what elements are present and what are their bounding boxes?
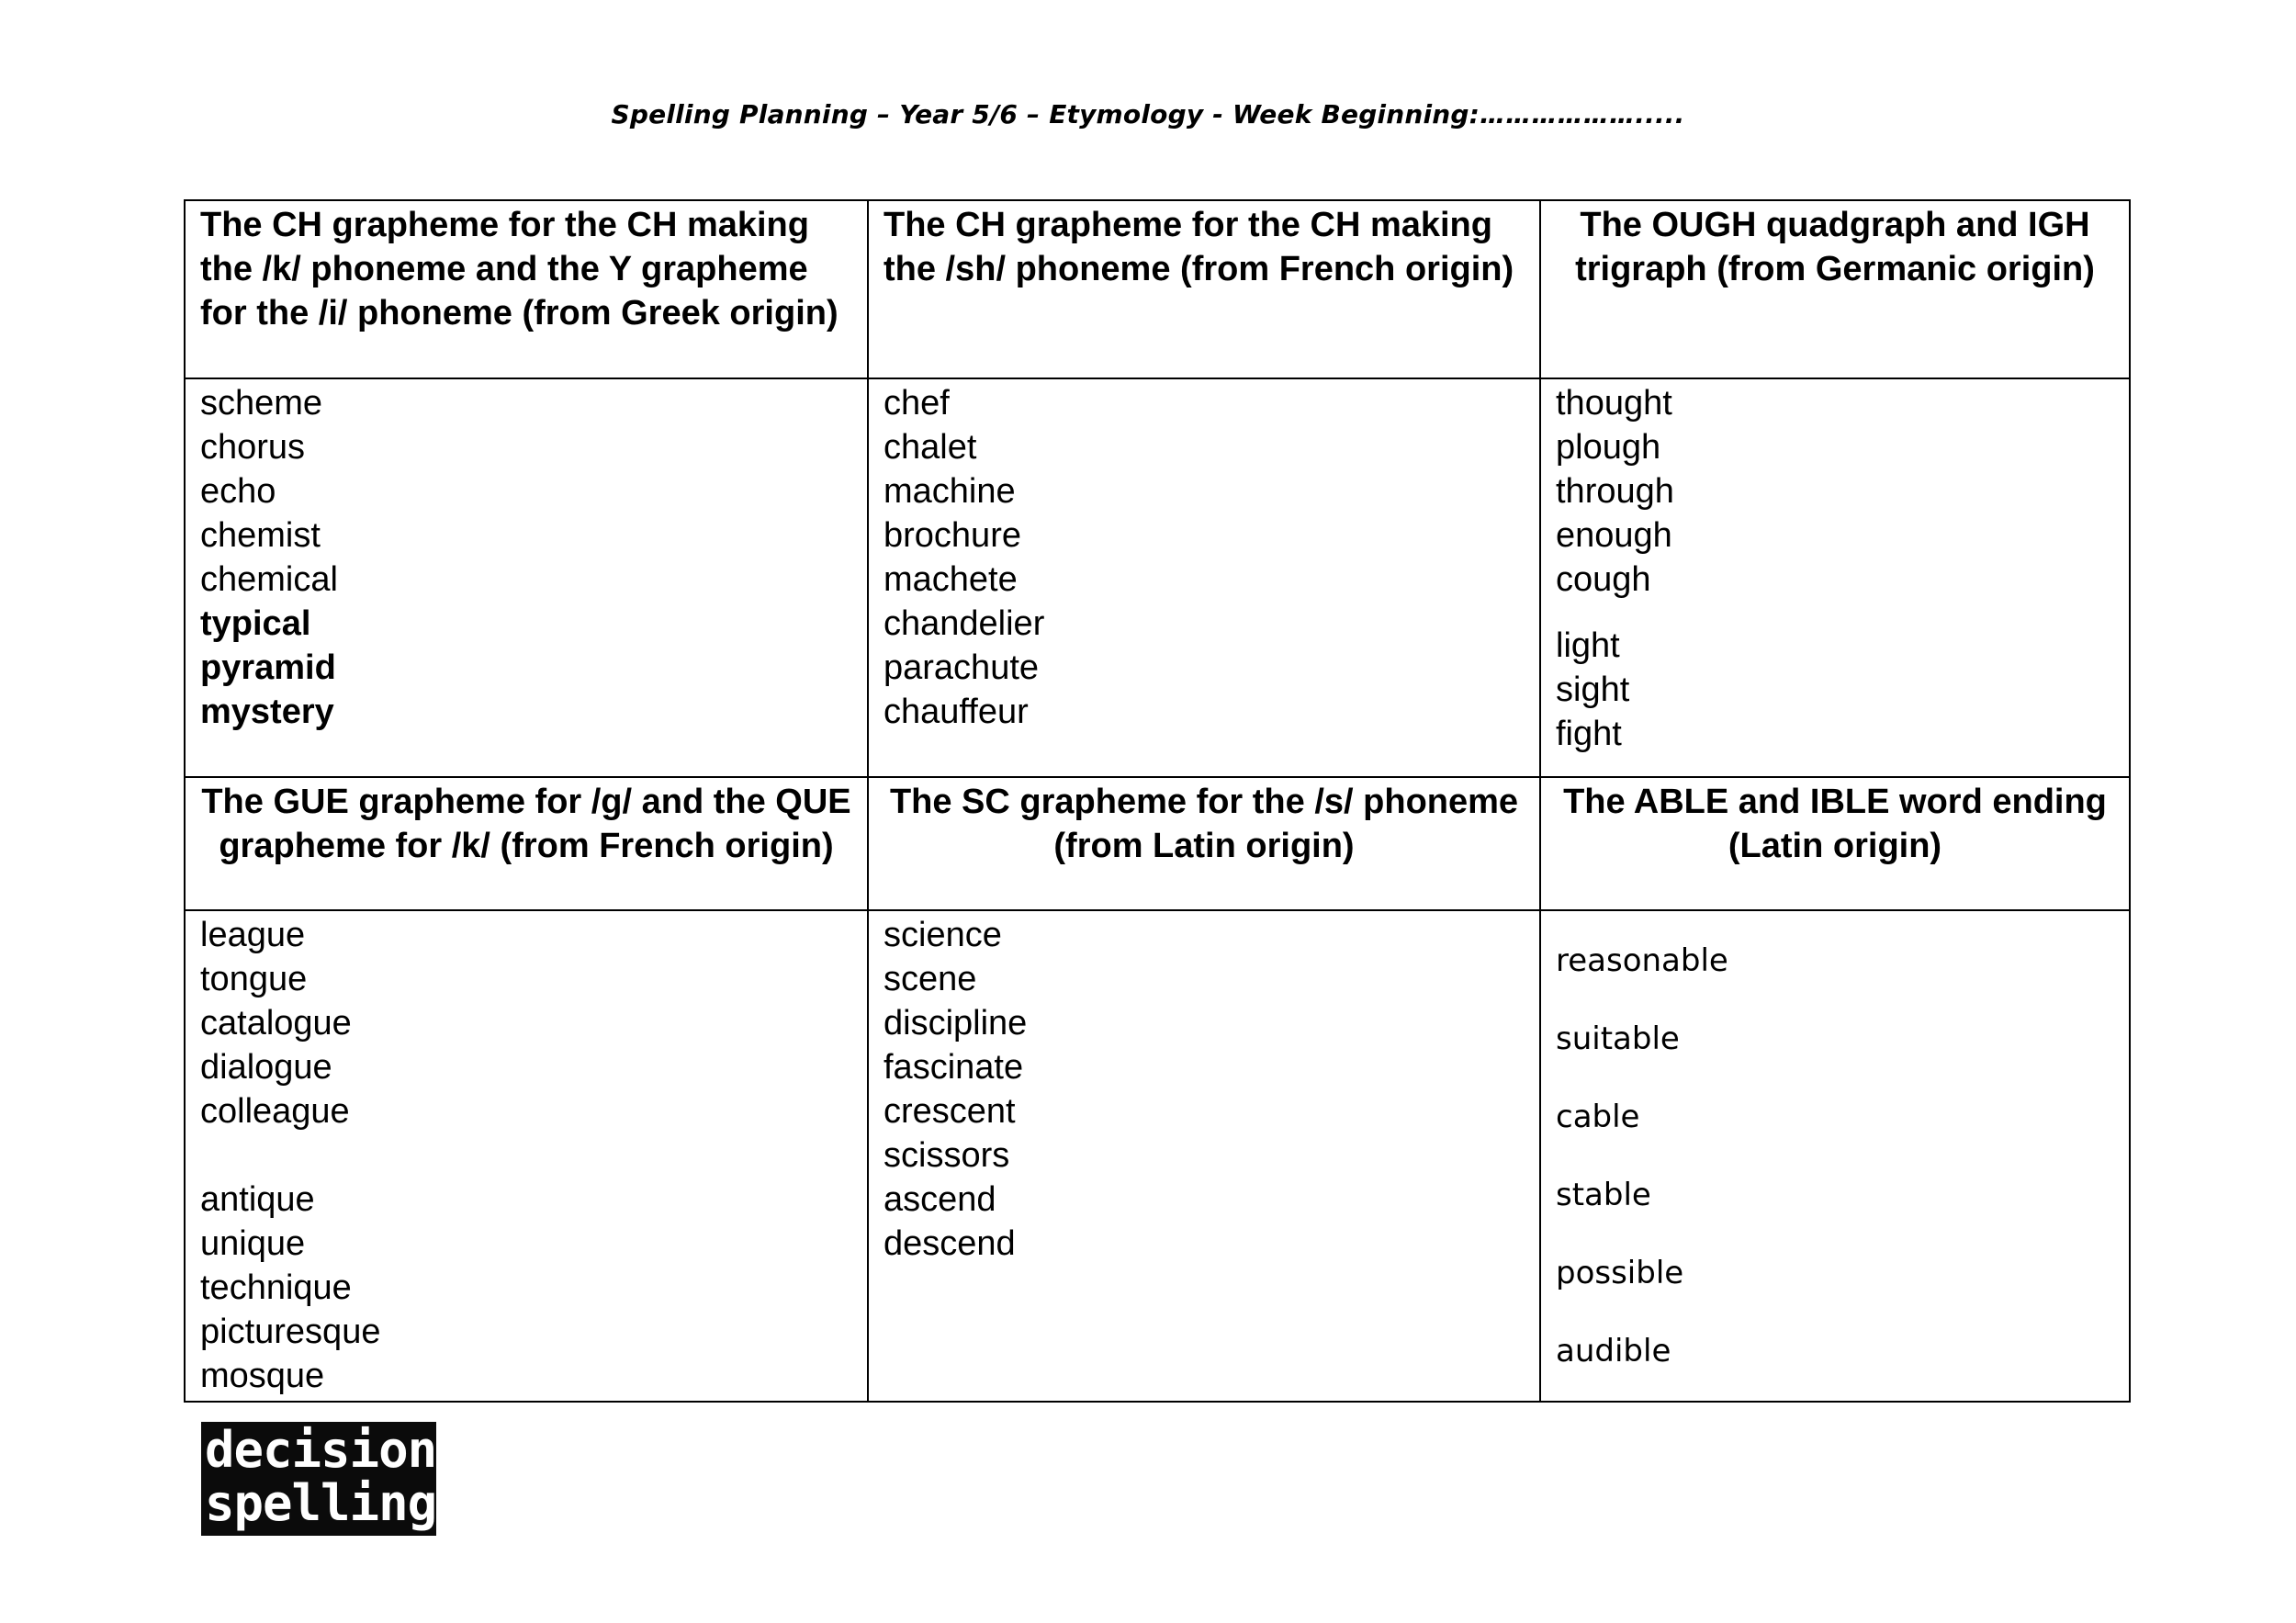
list-item: catalogue [200,1004,352,1043]
list-item: thought [1556,384,1672,423]
list-item: ascend [884,1180,996,1219]
list-item: chorus [200,428,306,467]
list-item: fight [1556,715,1622,753]
heading-ough-igh-germanic: The OUGH quadgraph and IGH trigraph (from Germanic origin) [1541,201,2131,379]
list-item: plough [1556,428,1661,467]
word-list-french-ch [869,379,1541,778]
list-item: chandelier [884,604,1045,643]
word-list-gue-que [186,911,869,1403]
list-item-bold: typical [200,604,311,643]
list-item: science [884,916,1002,954]
list-item: tongue [200,960,308,998]
list-item: chemical [200,560,338,599]
list-item: sight [1556,671,1630,709]
list-gap [1556,602,2114,624]
list-item: technique [200,1268,352,1307]
list-item: dialogue [200,1048,332,1087]
list-item: picturesque [200,1313,381,1351]
list-item: possible [1556,1255,1684,1291]
list-item: scissors [884,1136,1010,1175]
word-list-able-ible [1541,911,2131,1403]
list-item: fascinate [884,1048,1024,1087]
list-item: league [200,916,306,954]
list-item: suitable [1556,1020,1680,1057]
list-item: echo [200,472,276,511]
list-item: audible [1556,1333,1671,1369]
list-gap [200,1133,852,1178]
decision-spelling-logo [201,1422,436,1536]
list-item: scene [884,960,977,998]
list-item-bold: pyramid [200,648,336,687]
list-item: chauffeur [884,693,1029,731]
list-item: scheme [200,384,323,423]
list-item: discipline [884,1004,1028,1043]
list-item: machine [884,472,1016,511]
logo-line-1: decision [205,1422,436,1479]
list-item: cable [1556,1099,1640,1135]
list-item: chalet [884,428,977,467]
list-item: machete [884,560,1018,599]
word-list-germanic [1541,379,2131,778]
list-item: unique [200,1224,306,1263]
list-item: brochure [884,516,1021,555]
spelling-table [184,199,2131,1403]
logo-line-2: spelling [205,1474,436,1532]
heading-gue-que-french: The GUE grapheme for /g/ and the QUE grapheme for /k/ (from French origin) [186,778,869,911]
list-item: chemist [200,516,321,555]
word-list-greek [186,379,869,778]
list-item: antique [200,1180,315,1219]
list-item: colleague [200,1092,350,1131]
heading-ch-k-y-greek: The CH grapheme for the CH making the /k/ phoneme and the Y grapheme for the /i/ phoneme (from Greek origin) [186,201,869,379]
list-item: crescent [884,1092,1016,1131]
word-list-sc [869,911,1541,1403]
list-item: chef [884,384,950,423]
page-title: Spelling Planning – Year 5/6 – Etymology - Week Beginning:………………..... [611,99,1685,130]
list-item: reasonable [1556,942,1728,979]
list-item: stable [1556,1177,1651,1213]
heading-sc-latin: The SC grapheme for the /s/ phoneme (from Latin origin) [869,778,1541,911]
list-item: through [1556,472,1674,511]
heading-ch-sh-french: The CH grapheme for the CH making the /sh/ phoneme (from French origin) [869,201,1541,379]
list-item: cough [1556,560,1651,599]
list-item-bold: mystery [200,693,334,731]
list-item: light [1556,626,1620,665]
list-item: mosque [200,1357,325,1395]
list-item: parachute [884,648,1040,687]
heading-able-ible-latin: The ABLE and IBLE word ending (Latin origin) [1541,778,2131,911]
list-item: enough [1556,516,1672,555]
list-item: descend [884,1224,1016,1263]
